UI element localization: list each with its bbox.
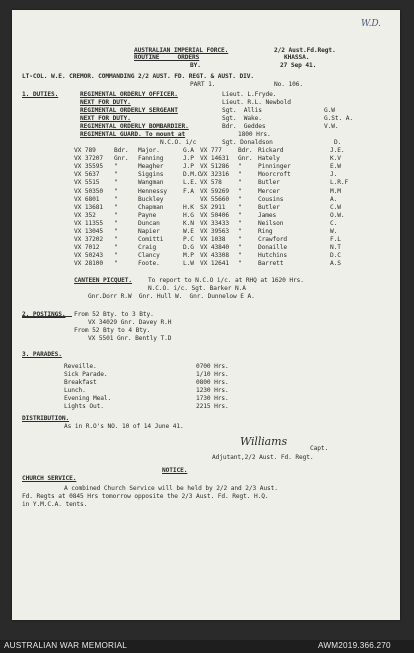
roster-cell: M.M	[330, 187, 341, 195]
roster-cell: "	[238, 179, 242, 187]
roster-cell: Comitti	[138, 236, 164, 244]
picquet-line1: To report to N.C.O i/c. at RHQ at 1620 Hrs.	[148, 277, 304, 284]
parade-time: 1/10 Hrs.	[196, 371, 229, 378]
roster-cell: James	[258, 211, 277, 219]
roster-cell: Mercer	[258, 187, 280, 195]
roster-cell: J.P	[183, 163, 194, 171]
roster-cell: Butler	[258, 179, 280, 187]
roster-cell: VX 37202	[74, 236, 104, 244]
roster-cell: Gnr.	[114, 155, 129, 163]
duty-assignee: 1800 Hrs.	[238, 131, 271, 138]
roster-cell: VX 35595	[74, 163, 104, 171]
parade-name: Reveille.	[64, 363, 97, 370]
header-date: 27 Sep 41.	[280, 62, 317, 69]
roster-cell: VX 50406	[200, 211, 230, 219]
roster-cell: A.	[330, 195, 338, 203]
duty-assignee: Lieut. L.Fryde.	[222, 91, 277, 98]
duties-heading: 1. DUTIES.	[22, 91, 59, 98]
roster-cell: VX 43308	[200, 252, 230, 260]
parade-name: Breakfast	[64, 379, 97, 386]
roster-cell: Rickard	[258, 147, 284, 154]
roster-cell: VX 14631	[200, 155, 230, 163]
roster-cell: VX 789	[74, 147, 96, 154]
roster-cell: Napier	[138, 228, 160, 235]
roster-cell: "	[238, 260, 242, 268]
roster-cell: "	[114, 179, 118, 187]
roster-cell: VX 777	[200, 147, 222, 154]
roster-cell: VX 50243	[74, 252, 104, 260]
part-label: PART 1.	[190, 81, 216, 88]
duty-label: REGIMENTAL ORDERLY BOMBARDIER.	[80, 123, 189, 130]
roster-cell: VX 50350	[74, 187, 104, 195]
roster-cell: G.A	[183, 147, 194, 154]
roster-cell: "	[114, 203, 118, 211]
header-location: KHASSA.	[284, 54, 310, 61]
roster-cell: O.W.	[330, 211, 345, 219]
roster-cell: E.W	[330, 163, 341, 171]
roster-cell: Crawford	[258, 236, 288, 244]
roster-cell: Clancy	[138, 252, 160, 260]
roster-cell: L.W	[183, 260, 194, 268]
roster-cell: "	[238, 219, 242, 227]
roster-cell: "	[114, 219, 118, 227]
roster-cell: VX 352	[74, 211, 96, 219]
duty-initials: G.St. A.	[324, 115, 354, 122]
handwritten-annotation: W.D.	[361, 19, 381, 29]
roster-cell: J.P	[183, 155, 194, 163]
roster-cell: VX 7012	[74, 244, 100, 252]
duty-label: REGIMENTAL ORDERLY OFFICER.	[80, 91, 178, 98]
roster-cell: VX 11355	[74, 219, 104, 227]
roster-cell: Bdr.	[238, 147, 253, 154]
duty-label: NEXT FOR DUTY.	[80, 115, 131, 122]
roster-cell: VX 13681	[74, 203, 104, 211]
roster-cell: Barrett	[258, 260, 284, 268]
posting-line: From 52 Bty to 4 Bty.	[74, 327, 151, 334]
posting-line: From 52 Bty. to 3 Bty.	[74, 311, 154, 318]
parade-time: 0700 Hrs.	[196, 363, 229, 370]
duty-assignee: Sgt. Wake.	[222, 115, 262, 122]
notice-line: A combined Church Service will be held by 2/2 and 2/3 Aust.	[64, 485, 278, 492]
roster-cell: Major.	[138, 147, 160, 154]
roster-cell: Gnr.	[238, 155, 253, 163]
posting-line: VX 34029 Gnr. Davey R.H	[88, 319, 172, 326]
roster-cell: Bdr.	[114, 147, 129, 154]
roster-cell: Pinninger	[258, 163, 291, 171]
roster-cell: "	[114, 171, 118, 179]
header-title: ROUTINE ORDERS	[134, 54, 200, 61]
parades-heading: 3. PARADES.	[22, 351, 62, 358]
roster-cell: Payne	[138, 211, 157, 219]
parade-time: 1230 Hrs.	[196, 387, 229, 394]
roster-cell: W.	[330, 228, 338, 235]
roster-cell: M.P	[183, 252, 194, 260]
roster-cell: Moorcroft	[258, 171, 291, 179]
notice-line: in Y.M.C.A. tents.	[22, 501, 88, 508]
roster-cell: "	[114, 163, 118, 171]
roster-cell: Craig	[138, 244, 157, 252]
roster-cell: VX 59269	[200, 187, 230, 195]
duty-initials: G.W	[324, 107, 335, 114]
roster-cell: Duncan	[138, 219, 160, 227]
signature-image: Williams	[240, 435, 288, 448]
roster-cell: VX 55660	[200, 195, 230, 203]
roster-cell: D.C	[330, 252, 341, 260]
duty-initials: V.W.	[324, 123, 339, 130]
duty-label: NEXT FOR DUTY.	[80, 99, 131, 106]
roster-cell: "	[238, 211, 242, 219]
roster-cell: C.W	[330, 203, 341, 211]
roster-cell: "	[114, 252, 118, 260]
duty-assignee: Lieut. R.L. Newbold	[222, 99, 291, 106]
roster-cell: "	[238, 203, 242, 211]
guard-sergeant-initial: D.	[334, 139, 342, 146]
roster-cell: F.A	[183, 187, 194, 195]
roster-cell: L.E.	[183, 179, 198, 187]
roster-cell: VX 33433	[200, 219, 230, 227]
roster-cell: Hennessy	[138, 187, 168, 195]
parade-name: Evening Meal.	[64, 395, 112, 402]
signature-rank: Capt.	[310, 445, 329, 452]
roster-cell: J.E.	[330, 147, 345, 154]
picquet-line2: N.C.O. i/c. Sgt. Barker N.A	[148, 285, 246, 292]
header-unit: 2/2 Aust.Fd.Regt.	[274, 47, 336, 54]
roster-cell: VX 13045	[74, 228, 104, 235]
duty-label: REGIMENTAL ORDERLY SERGEANT	[80, 107, 178, 114]
roster-cell: "	[238, 195, 242, 203]
posting-line: VX 5501 Gnr. Bently T.D	[88, 335, 172, 342]
roster-cell: "	[114, 228, 118, 235]
roster-cell: VX 39563	[200, 228, 230, 235]
roster-cell: Meagher	[138, 163, 164, 171]
roster-cell: "	[114, 195, 118, 203]
roster-cell: VX 1038	[200, 236, 226, 244]
roster-cell: D.M.C	[183, 171, 202, 179]
parade-name: Sick Parade.	[64, 371, 108, 378]
parade-time: 2215 Hrs.	[196, 403, 229, 410]
roster-cell: VX 12641	[200, 260, 230, 268]
roster-cell: VX 28100	[74, 260, 104, 268]
roster-cell: Fanning	[138, 155, 164, 163]
duty-label: REGIMENTAL GUARD. To mount at	[80, 131, 186, 138]
roster-cell: VX 37207	[74, 155, 104, 163]
roster-cell: N.T	[330, 244, 341, 252]
roster-cell: Foote.	[138, 260, 160, 268]
roster-cell: "	[114, 236, 118, 244]
roster-cell: Hutchins	[258, 252, 288, 260]
roster-cell: Wangman	[138, 179, 164, 187]
roster-cell: C.	[330, 219, 338, 227]
roster-cell: H.G	[183, 211, 194, 219]
roster-cell: "	[238, 171, 242, 179]
duty-assignee: Sgt. Allis	[222, 107, 262, 114]
roster-cell: F.L	[330, 236, 341, 244]
roster-cell: H.K	[183, 203, 194, 211]
roster-cell: Donaille	[258, 244, 288, 252]
roster-cell: Chapman	[138, 203, 164, 211]
roster-cell: Buckley	[138, 195, 164, 203]
picquet-label: CANTEEN PICQUET.	[74, 277, 133, 284]
postings-heading: 2. POSTINGS.	[22, 311, 66, 318]
roster-cell: Butler	[258, 203, 280, 211]
notice-line: Fd. Regts at 0845 Hrs tomorrow opposite the 2/3 Aust. Fd. Regt. H.Q.	[22, 493, 269, 500]
guard-sergeant: Sgt. Donaldson	[222, 139, 273, 146]
roster-cell: VX 32316	[200, 171, 230, 179]
footer-accession: AWM2019.366.270	[318, 641, 391, 650]
command-line: LT-COL. W.E. CREMOR. COMMANDING 2/2 AUST. FD. REGT. & AUST. DIV.	[22, 73, 255, 80]
roster-cell: D.G	[183, 244, 194, 252]
footer-source: AUSTRALIAN WAR MEMORIAL	[4, 641, 128, 650]
roster-cell: "	[238, 236, 242, 244]
roster-cell: VX 51286	[200, 163, 230, 171]
roster-cell: "	[238, 163, 242, 171]
distribution-text: As in R.O's NO. 10 of 14 June 41.	[64, 423, 184, 430]
document-page	[12, 10, 400, 620]
roster-cell: Ring	[258, 228, 273, 235]
roster-cell: SX 2911	[200, 203, 226, 211]
duty-assignee: Bdr. Geddes	[222, 123, 266, 130]
order-number: No. 106.	[274, 81, 304, 88]
roster-cell: P.C	[183, 236, 194, 244]
roster-cell: "	[238, 252, 242, 260]
roster-cell: "	[114, 244, 118, 252]
roster-cell: "	[238, 244, 242, 252]
parade-name: Lights Out.	[64, 403, 104, 410]
distribution-heading: DISTRIBUTION.	[22, 415, 70, 422]
roster-cell: "	[114, 187, 118, 195]
roster-cell: Hately	[258, 155, 280, 163]
notice-heading: NOTICE.	[162, 467, 188, 474]
header-org: AUSTRALIAN IMPERIAL FORCE.	[134, 47, 229, 54]
roster-cell: L.R.F	[330, 179, 349, 187]
roster-cell: VX 578	[200, 179, 222, 187]
nco-label: N.C.O. i/c	[160, 139, 197, 146]
roster-cell: "	[114, 211, 118, 219]
header-by: BY.	[190, 62, 201, 69]
roster-cell: "	[238, 187, 242, 195]
parade-time: 0800 Hrs.	[196, 379, 229, 386]
roster-cell: VX 6801	[74, 195, 100, 203]
roster-cell: VX 5637	[74, 171, 100, 179]
roster-cell: "	[238, 228, 242, 235]
parade-name: Lunch.	[64, 387, 86, 394]
roster-cell: A.S	[330, 260, 341, 268]
notice-subheading: CHURCH SERVICE.	[22, 475, 77, 482]
roster-cell: K.N	[183, 219, 194, 227]
parade-time: 1730 Hrs.	[196, 395, 229, 402]
roster-cell: VX 5515	[74, 179, 100, 187]
roster-cell: W.E	[183, 228, 194, 235]
roster-cell: "	[114, 260, 118, 268]
picquet-line3: Gnr.Dorr R.W Gnr. Hull W. Gnr. Dunnelow E A.	[88, 293, 255, 300]
roster-cell: Cousins	[258, 195, 284, 203]
signature-title: Adjutant,2/2 Aust. Fd. Regt.	[212, 454, 314, 461]
roster-cell: K.V	[330, 155, 341, 163]
roster-cell: Siggins	[138, 171, 164, 179]
archive-footer	[0, 640, 414, 653]
roster-cell: VX 43840	[200, 244, 230, 252]
roster-cell: Neilson	[258, 219, 284, 227]
roster-cell: J.	[330, 171, 338, 179]
